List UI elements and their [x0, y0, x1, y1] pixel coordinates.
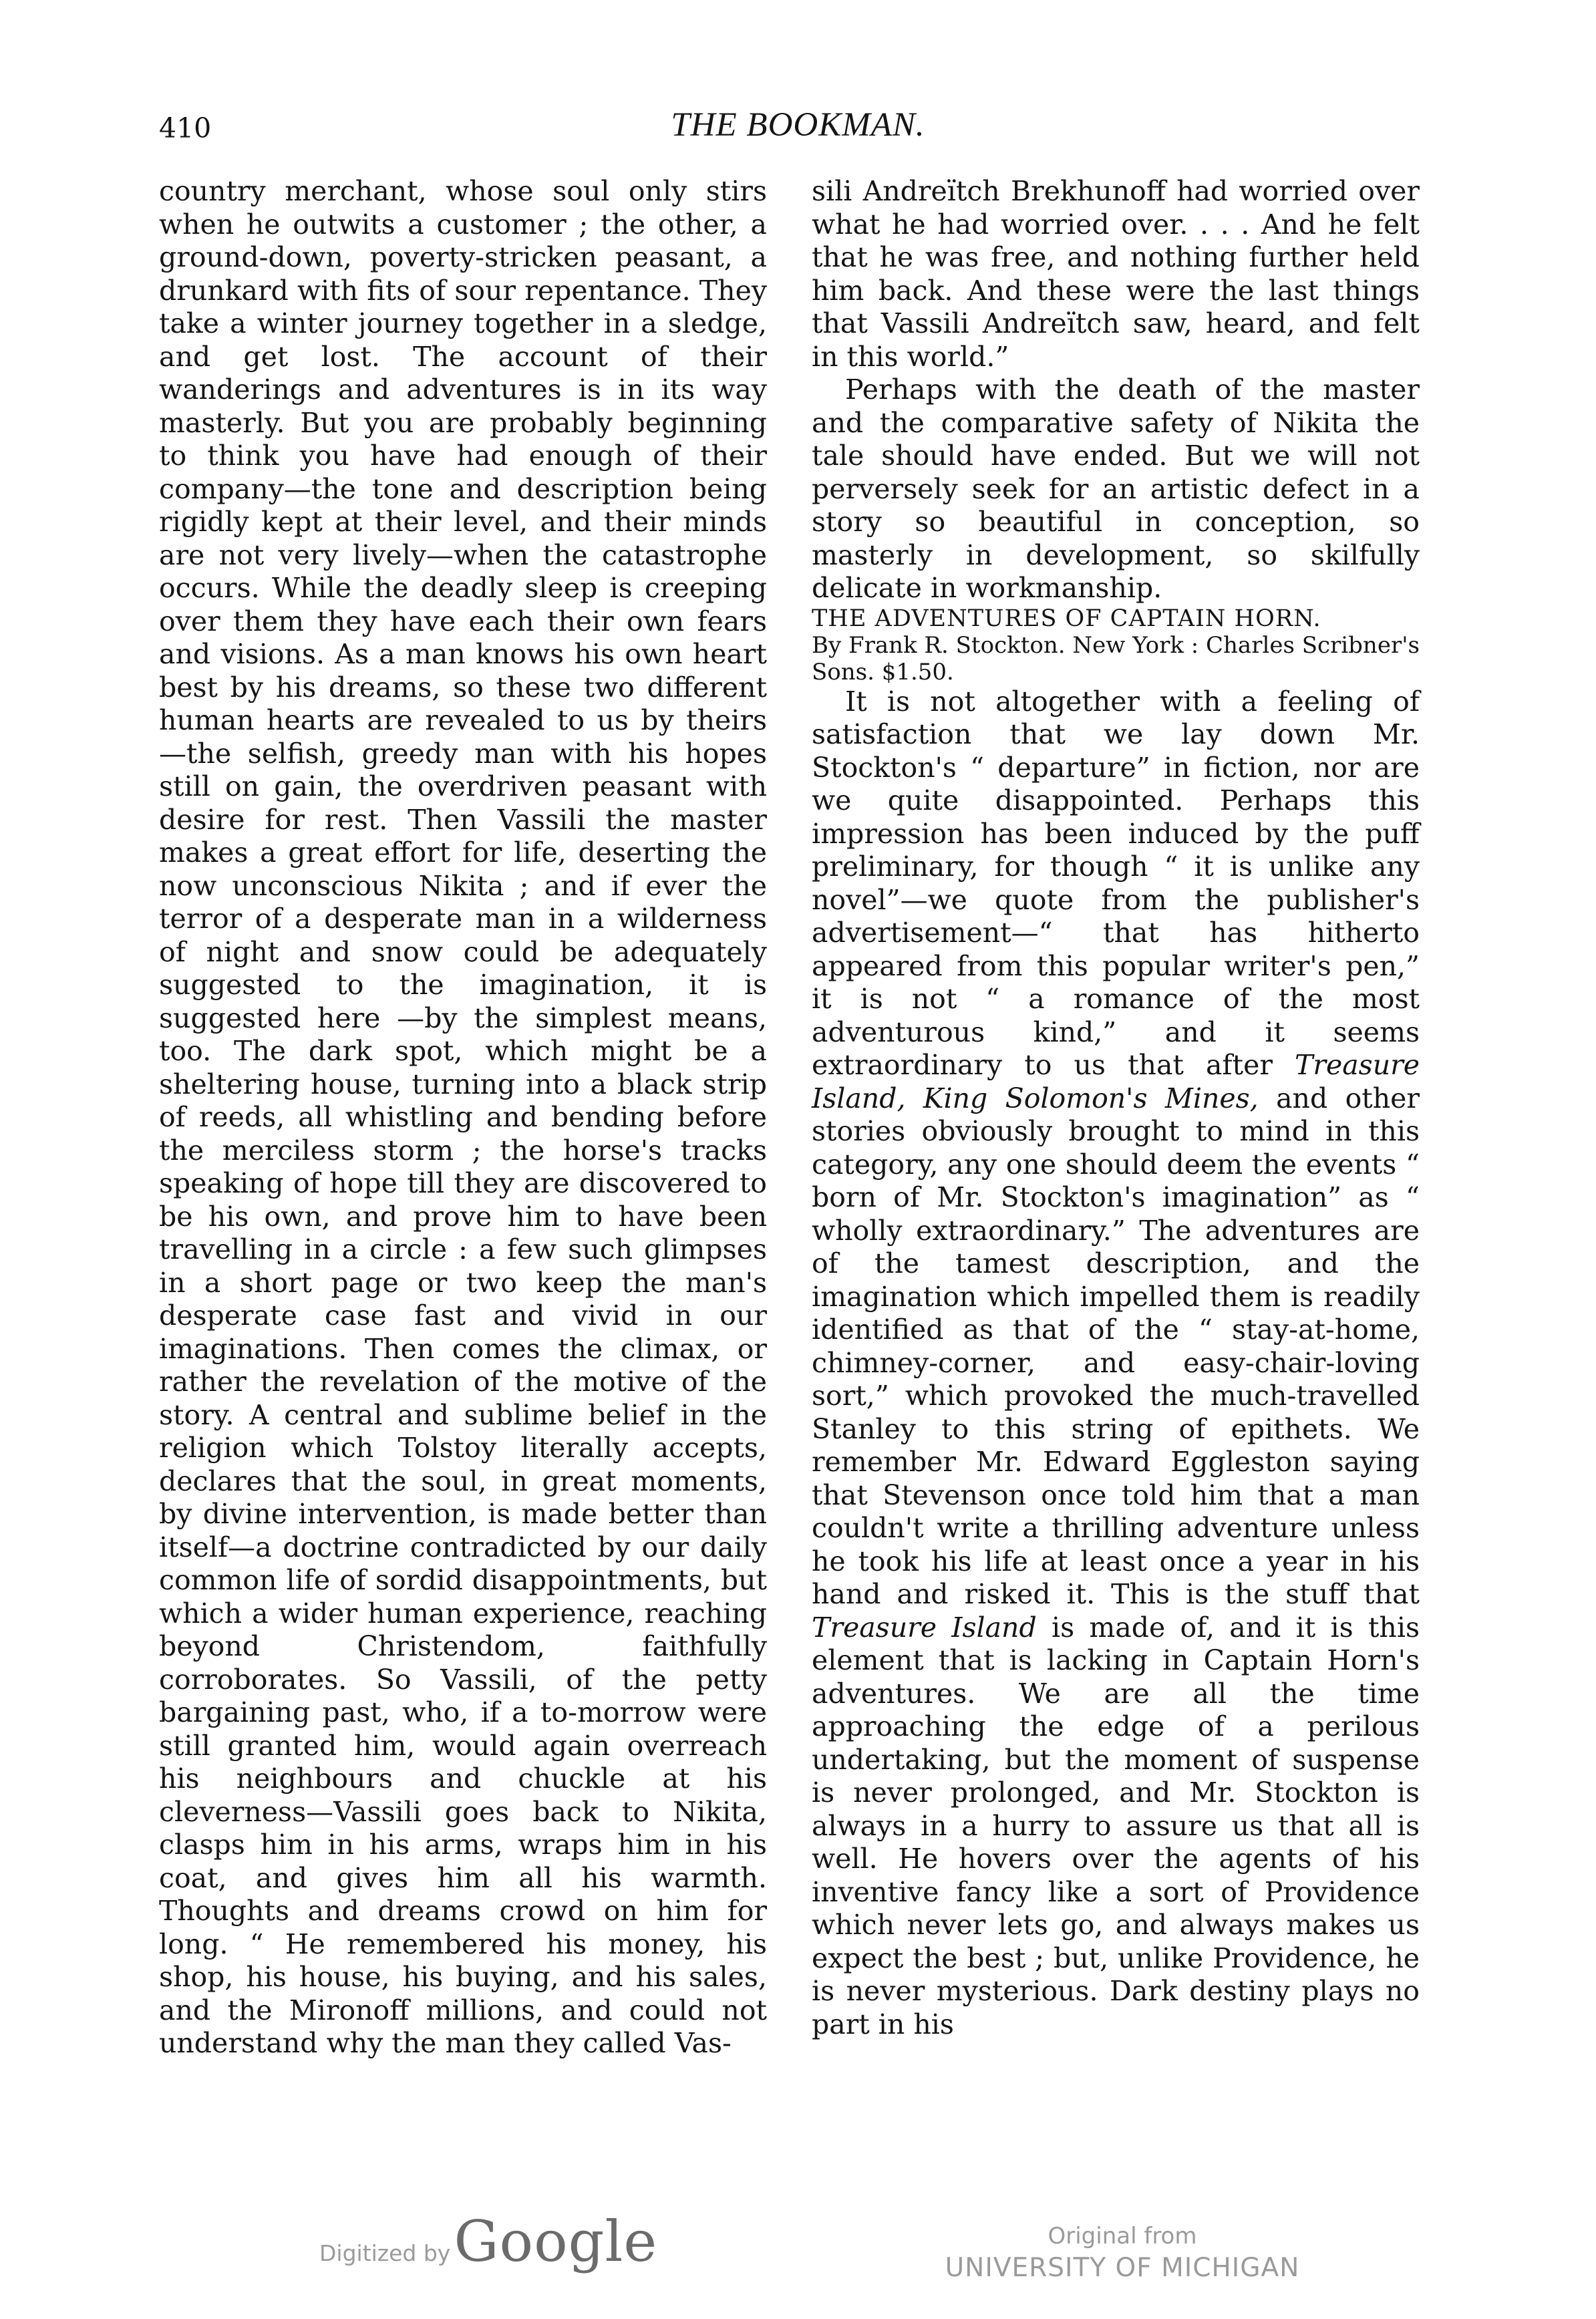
page-number: 410 [159, 112, 212, 144]
review-paragraph [812, 685, 1420, 2042]
university-label: UNIVERSITY OF MICHIGAN [945, 2253, 1300, 2283]
google-logo: Google [454, 2209, 658, 2274]
digitized-watermark [319, 2209, 657, 2274]
review-text: It is not altogether with a feeling of satisfaction that we lay down Mr. Stockton's “ departure” in fiction, nor are we quite disappointed. Perhaps this impression has been induced by the puff preliminary, for though “ it is unlike any novel”—we quote from the publisher's advertisement—“ that has hitherto appeared from this popular writer's pen,” it is not “ a romance of the most adventurous kind,” and it seems extraordinary to us that after [812, 685, 1420, 1081]
book-title-italic: Treasure Island [812, 1611, 1037, 1644]
original-from-label: Original from [1048, 2223, 1197, 2250]
book-title-italic: Treasure Island, King Solomon's Mines, [812, 1049, 1420, 1114]
left-column [159, 175, 767, 2060]
right-column [812, 175, 1420, 2041]
body-paragraph: Perhaps with the death of the master and the comparative safety of Nikita the tale should have ended. But we will not perversely seek for an artistic defect in a story so beautiful in conception, so masterly in development, so skilfully delicate in workmanship. [812, 373, 1420, 604]
review-bibliography: By Frank R. Stockton. New York : Charles Scribner's Sons. $1.50. [812, 631, 1420, 685]
review-text: is made of, and it is this element that is lacking in Captain Horn's adventures. We are all the time approaching the edge of a perilous undertaking, but the moment of suspense is never prolonged, and Mr. Stockton is always in a hurry to assure us that all is well. He hovers over the agents of his inventive fancy like a sort of Providence which never lets go, and always makes us expect the best ; but, unlike Providence, he is never mysterious. Dark destiny plays no part in his [812, 1611, 1420, 2040]
review-title: THE ADVENTURES OF CAPTAIN HORN. [812, 605, 1321, 632]
review-text: and other stories obviously brought to mind in this category, any one should deem the events “ born of Mr. Stockton's imagination” as “ wholly extraordinary.” The adventures are of the tamest description, and the imagination which impelled them is readily identified as that of the “ stay-at-home, chimney-corner, and easy-chair-loving sort,” which provoked the much-travelled Stanley to this string of epithets. We remember Mr. Edward Eggleston saying that Stevenson once told him that a man couldn't write a thrilling adventure unless he took his life at least once a year in his hand and risked it. This is the stuff that [812, 1082, 1420, 1610]
running-head-title: THE BOOKMAN. [671, 106, 925, 144]
body-paragraph: country merchant, whose soul only stirs when he outwits a customer ; the other, a ground-down, poverty-stricken peasant, a drunkard with fits of sour repentance. They take a winter journey together in a sledge, and get lost. The account of their wanderings and adventures is in its way masterly. But you are probably beginning to think you have had enough of their company—the tone and description being rigidly kept at their level, and their minds are not very lively—when the catastrophe occurs. While the deadly sleep is creeping over them they have each their own fears and visions. As a man knows his own heart best by his dreams, so these two different human hearts are revealed to us by theirs—the selfish, greedy man with his hopes still on gain, the overdriven peasant with desire for rest. Then Vassili the master makes a great effort for life, deserting the now unconscious Nikita ; and if ever the terror of a desperate man in a wilderness of night and snow could be adequately suggested to the imagination, it is suggested here —by the simplest means, too. The dark spot, which might be a sheltering house, turning into a black strip of reeds, all whistling and bending before the merciless storm ; the horse's tracks speaking of hope till they are discovered to be his own, and prove him to have been travelling in a circle : a few such glimpses in a short page or two keep the man's desperate case fast and vivid in our imaginations. Then comes the climax, or rather the revelation of the motive of the story. A central and sublime belief in the religion which Tolstoy literally accepts, declares that the soul, in great moments, by divine intervention, is made better than itself—a doctrine contradicted by our daily common life of sordid disappointments, but which a wider human experience, reaching beyond Christendom, faithfully corroborates. So Vassili, of the petty bargaining past, who, if a to-morrow were still granted him, would again overreach his neighbours and chuckle at his cleverness—Vassili goes back to Nikita, clasps him in his arms, wraps him in his coat, and gives him all his warmth. Thoughts and dreams crowd on him for long. “ He remembered his money, his shop, his house, his buying, and his sales, and the Mironoff millions, and could not understand why the man they called Vas- [159, 175, 767, 2059]
body-paragraph: sili Andreïtch Brekhunoff had worried over what he had worried over. . . . And he felt that he was free, and nothing further held him back. And these were the last things that Vassili Andreïtch saw, heard, and felt in this world.” [812, 175, 1420, 373]
source-watermark [942, 2221, 1303, 2286]
digitized-label: Digitized by [319, 2240, 451, 2266]
